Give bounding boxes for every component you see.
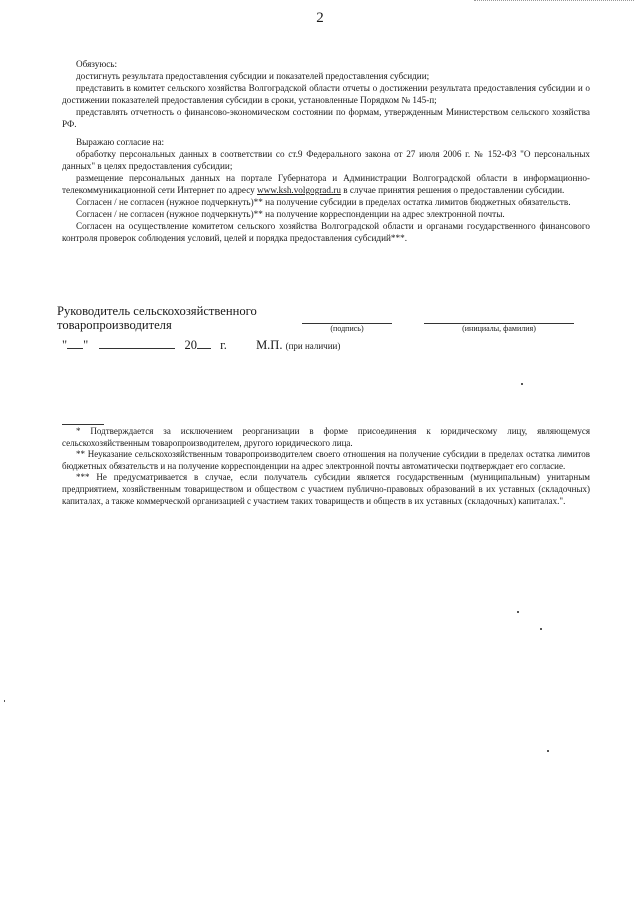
day-blank [67,348,83,349]
footnote-2: ** Неуказание сельскохозяйственным товаропроизводителем своего отношения на получение субсидии в пределах остатка лимитов бюджетных обязательств и на получение корреспонденции на адрес электронной почты автоматически подтверждает его согласие. [62,449,590,471]
year-blank [197,348,211,349]
consent-item-personal-data: обработку персональных данных в соответствии со ст.9 Федерального закона от 27 июля 2006 г. № 152-ФЗ "О персональных данных" в целях предоставления субсидии; [62,149,590,171]
consent-item-portal [62,172,590,196]
consent-heading: Выражаю согласие на: [76,137,165,147]
name-field [424,323,574,333]
scan-speck [540,628,542,630]
footnote-1: * Подтверждается за исключением реорганизации в форме присоединения к юридическому лицу, являющемуся сельскохозяйственным товаропроизводителем, другого юридического лица. [62,426,590,448]
month-blank [99,348,175,349]
consent-item-portal-text: размещение персональных данных на портале Губернатора и Администрации Волгоградской области в информационно-телекоммуникационной сети Интернет по адресу [62,173,590,195]
obligation-item: представлять отчетность о финансово-экономическом состоянии по формам, утвержденным Министерством сельского хозяйства РФ. [62,107,590,129]
date-row [62,338,340,353]
year-prefix: 20 [184,338,197,352]
footnote-3: *** Не предусматривается в случае, если получатель субсидии является государственным (муниципальным) унитарным предприятием, хозяйственным товариществом и обществом с участием публично-правовых образований в их уставных (складочных) капиталах, а также коммерческой организацией с участием таких товариществ и обществ в их уставных (складочных) капиталах.". [62,472,590,506]
year-suffix: г. [220,338,227,352]
page-number: 2 [316,10,324,26]
signature-caption: (подпись) [330,324,364,333]
date-quote-open: " [62,338,68,352]
obligations-heading: Обязуюсь: [76,59,118,69]
footnotes-section [62,426,590,507]
scan-speck [521,383,523,385]
consent-item-inspection: Согласен на осуществление комитетом сельского хозяйства Волгоградской области и органами государственного финансового контроля проверок соблюдения условий, целей и порядка предоставления субсидий***. [62,221,590,243]
consent-section [62,136,590,244]
signature-field [302,323,392,333]
consent-item-limits: Согласен / не согласен (нужное подчеркнуть)** на получение субсидии в пределах остатка лимитов бюджетных обязательств. [76,197,571,207]
signatory-title-line2: товаропроизводителя [57,318,172,332]
portal-link[interactable]: www.ksh.volgograd.ru [257,185,341,195]
date-quote-close: " [83,338,89,352]
scan-edge-mark [474,0,634,1]
stamp-label: М.П. [256,338,283,352]
footnote-separator [62,424,104,425]
scan-speck [547,750,549,752]
obligation-item: достигнуть результата предоставления субсидии и показателей предоставления субсидии; [76,71,430,81]
consent-item-email: Согласен / не согласен (нужное подчеркнуть)** на получение корреспонденции на адрес электронной почты. [76,209,505,219]
scan-speck [517,611,519,613]
obligations-section [62,58,590,130]
stamp-note: (при наличии) [285,341,341,351]
scan-speck [4,700,5,702]
name-caption: (инициалы, фамилия) [462,324,536,333]
signatory-title [57,304,257,332]
consent-item-portal-text-end: в случае принятия решения о предоставлении субсидии. [340,185,565,195]
obligation-item: представить в комитет сельского хозяйства Волгоградской области отчеты о достижении результата предоставления субсидии и о достижении показателей предоставления субсидии в сроки, установленные Порядком № 145-п; [62,83,590,105]
signatory-title-line1: Руководитель сельскохозяйственного [57,304,257,318]
